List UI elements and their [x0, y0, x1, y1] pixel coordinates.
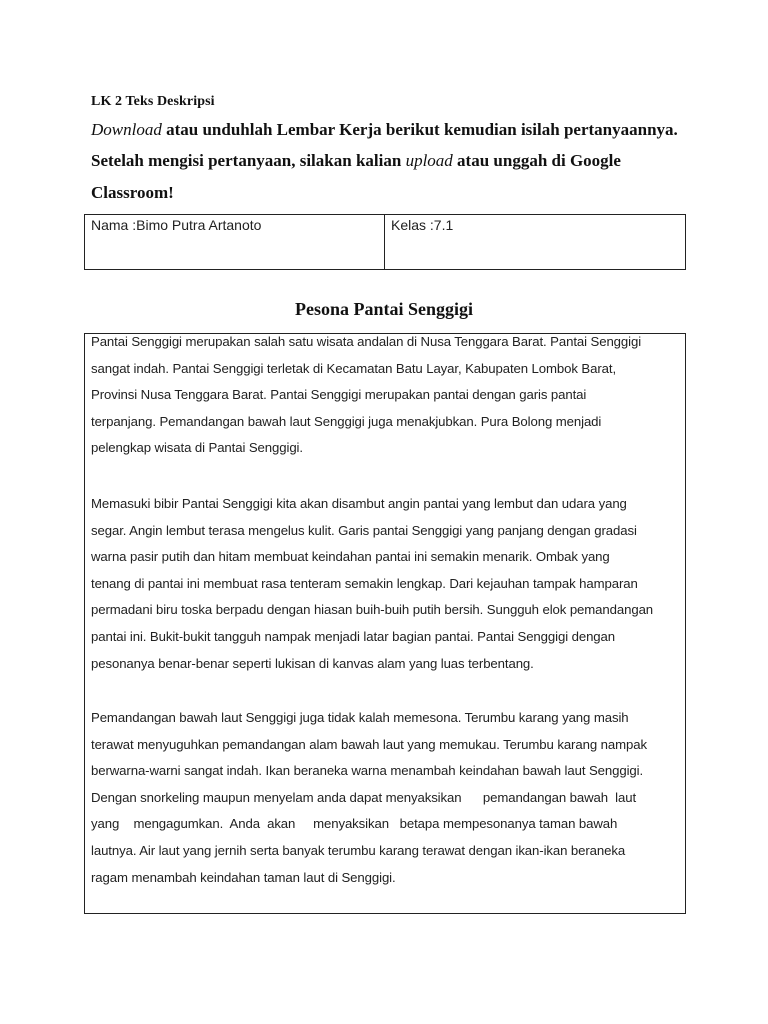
text-line: ragam menambah keindahan taman laut di Senggigi. [91, 869, 396, 885]
text-line: Dengan snorkeling maupun menyelam anda dapat menyaksikan pemandangan bawah laut [91, 789, 637, 805]
text-line: lautnya. Air laut yang jernih serta banyak terumbu karang terawat dengan ikan-ikan beraneka [91, 842, 626, 858]
instruction-line-1 [91, 120, 691, 140]
paragraph-2 [91, 491, 653, 677]
text-line: pelengkap wisata di Pantai Senggigi. [91, 440, 303, 456]
text-line: Pantai Senggigi merupakan salah satu wisata andalan di Nusa Tenggara Barat. Pantai Senggigi [91, 334, 642, 349]
download-word: Download [91, 120, 162, 139]
student-name-field[interactable]: Nama :Bimo Putra Artanoto [85, 215, 385, 269]
instruction-text: atau unggah di Google [452, 151, 621, 170]
paragraph-1 [91, 329, 641, 462]
instruction-text: Setelah mengisi pertanyaan, silakan kalian [91, 151, 406, 170]
upload-word: upload [405, 151, 453, 170]
text-line: warna pasir putih dan hitam membuat keindahan pantai ini semakin menarik. Ombak yang [91, 549, 610, 565]
text-line: Provinsi Nusa Tenggara Barat. Pantai Senggigi merupakan pantai dengan garis pantai [91, 387, 587, 403]
instruction-line-3: Classroom! [91, 183, 174, 202]
text-line: permadani biru toska berpadu dengan hiasan buih-buih putih bersih. Sungguh elok pemandangan [91, 602, 654, 618]
text-line: terpanjang. Pemandangan bawah laut Senggigi juga menakjubkan. Pura Bolong menjadi [91, 413, 602, 429]
document-title: Pesona Pantai Senggigi [294, 299, 473, 319]
description-text-box[interactable] [84, 333, 686, 914]
student-class-field[interactable]: Kelas :7.1 [391, 217, 454, 233]
instruction-text: atau unduhlah Lembar Kerja berikut kemudian isilah pertanyaannya. [161, 120, 678, 139]
text-line: berwarna-warni sangat indah. Ikan beraneka warna menambah keindahan bawah laut Senggigi. [91, 763, 644, 779]
text-line: terawat menyuguhkan pemandangan alam bawah laut yang memukau. Terumbu karang nampak [91, 736, 647, 752]
text-line: Pemandangan bawah laut Senggigi juga tidak kalah memesona. Terumbu karang yang masih [91, 710, 629, 725]
text-line: tenang di pantai ini membuat rasa tenteram semakin lengkap. Dari kejauhan tampak hamparan [91, 575, 638, 591]
instruction-line-2 [91, 151, 691, 171]
text-line: pesonanya benar-benar seperti lukisan di kanvas alam yang luas terbentang. [91, 655, 534, 671]
identity-table [84, 214, 686, 270]
text-line: segar. Angin lembut terasa mengelus kulit. Garis pantai Senggigi yang panjang dengan gradasi [91, 522, 637, 538]
text-line: sangat indah. Pantai Senggigi terletak di Kecamatan Batu Layar, Kabupaten Lombok Barat, [91, 360, 617, 376]
text-line: pantai ini. Bukit-bukit tangguh nampak menjadi latar bagian pantai. Pantai Senggigi dengan [91, 628, 615, 644]
paragraph-3 [91, 705, 647, 891]
text-line: Memasuki bibir Pantai Senggigi kita akan disambut angin pantai yang lembut dan udara yang [91, 496, 627, 511]
worksheet-label: LK 2 Teks Deskripsi [91, 94, 215, 109]
text-line: yang mengagumkan. Anda akan menyaksikan betapa mempesonanya taman bawah [91, 816, 618, 832]
